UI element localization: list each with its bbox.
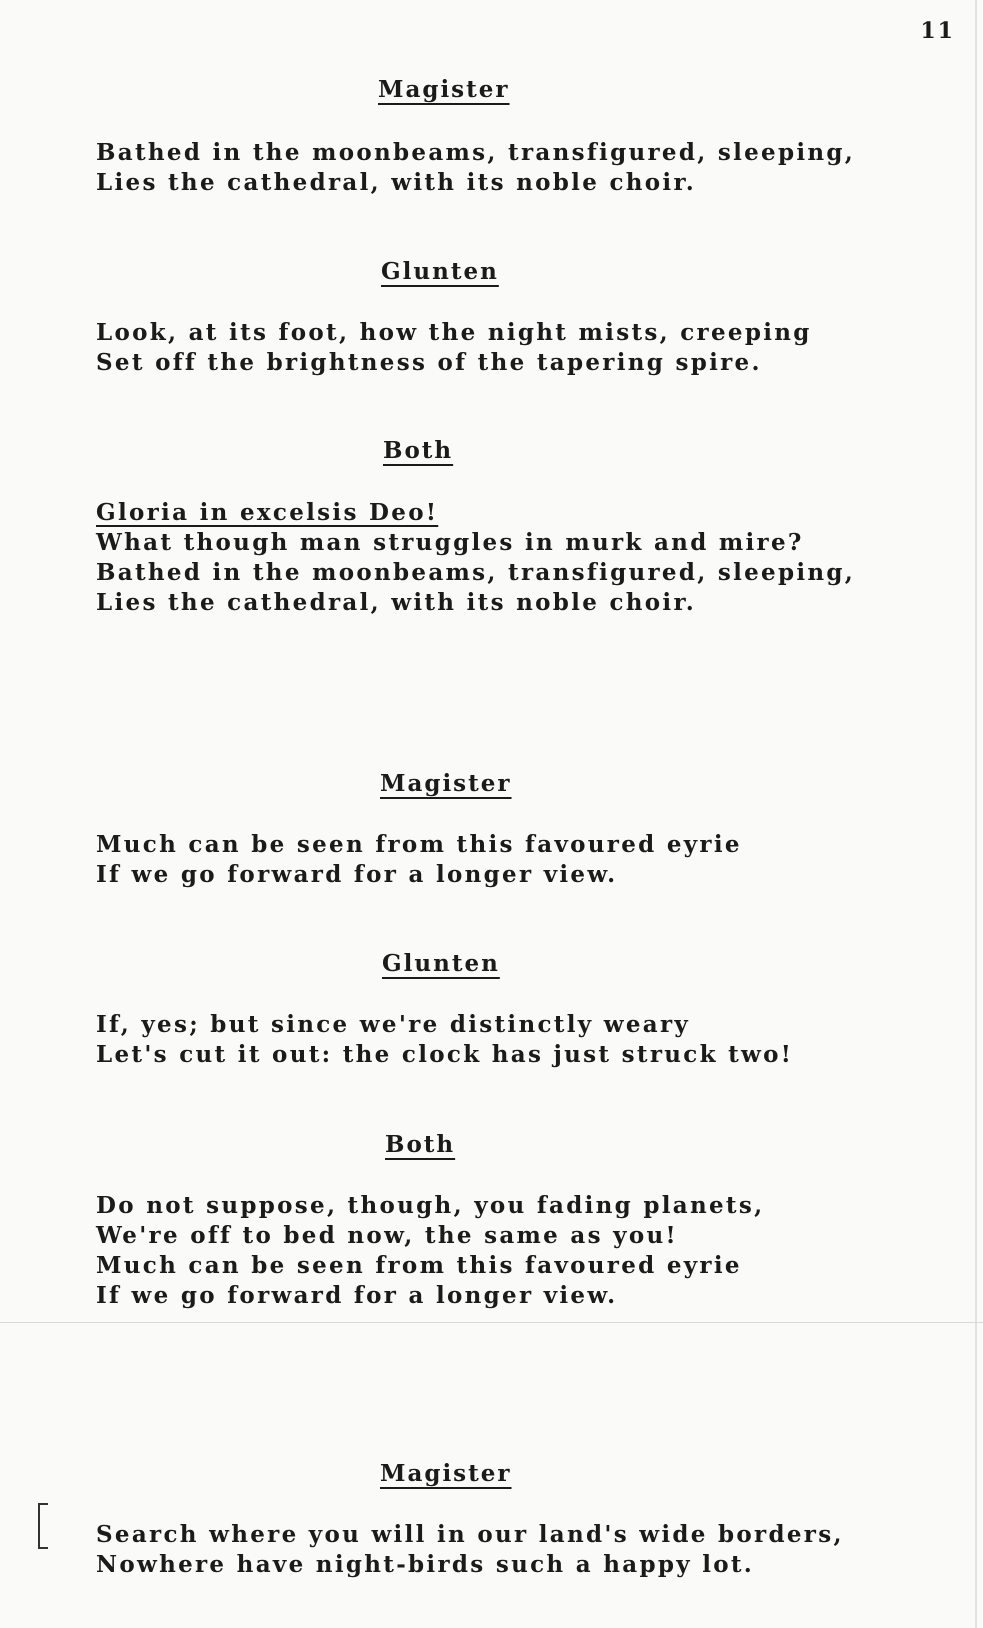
stanza [96,498,855,618]
verse-line: Lies the cathedral, with its noble choir. [96,589,697,616]
speaker-heading: Magister [380,770,512,797]
verse-line: If we go forward for a longer view. [96,1282,618,1309]
verse-line: Do not suppose, though, you fading planets, [96,1192,765,1219]
verse-line: Gloria in excelsis Deo! [96,499,439,526]
verse-line: Lies the cathedral, with its noble choir. [96,169,697,196]
margin-bracket-mark [38,1503,48,1549]
stanza [96,1010,793,1070]
stanza [96,138,855,198]
speaker-heading: Glunten [382,950,500,977]
page-edge-shadow [975,0,977,1628]
verse-line: Let's cut it out: the clock has just struck two! [96,1041,794,1068]
stanza [96,1520,844,1580]
verse-line: Search where you will in our land's wide borders, [96,1521,844,1548]
verse-line: Nowhere have night-birds such a happy lot. [96,1551,755,1578]
verse-line: We're off to bed now, the same as you! [96,1222,678,1249]
stanza [96,318,812,378]
speaker-heading: Both [383,437,454,464]
speaker-heading: Both [385,1131,456,1158]
verse-line: Bathed in the moonbeams, transfigured, sleeping, [96,559,856,586]
verse-line: Bathed in the moonbeams, transfigured, sleeping, [96,139,856,166]
page-number: 11 [920,18,955,44]
scan-fold-line [0,1322,983,1323]
stanza [96,1191,764,1311]
verse-line: What though man struggles in murk and mire? [96,529,804,556]
stanza [96,830,742,890]
verse-line: Look, at its foot, how the night mists, creeping [96,319,812,346]
verse-line: Much can be seen from this favoured eyrie [96,831,742,858]
verse-line: Set off the brightness of the tapering spire. [96,349,762,376]
verse-line: If, yes; but since we're distinctly weary [96,1011,691,1038]
speaker-heading: Glunten [381,258,499,285]
speaker-heading: Magister [380,1460,512,1487]
verse-line: If we go forward for a longer view. [96,861,618,888]
speaker-heading: Magister [378,76,510,103]
verse-line: Much can be seen from this favoured eyrie [96,1252,742,1279]
